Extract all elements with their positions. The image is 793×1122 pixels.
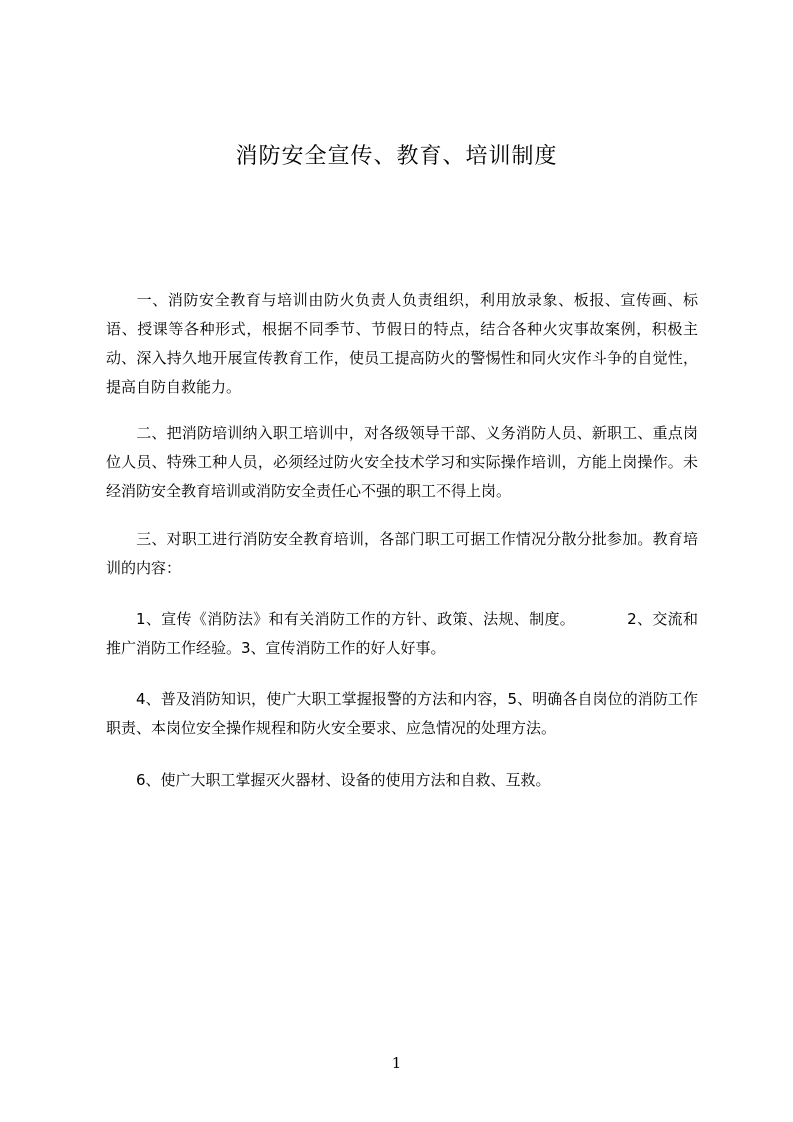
paragraph-2	[106, 419, 698, 506]
paragraph-2-text: 二、把消防培训纳入职工培训中，对各级领导干部、义务消防人员、新职工、重点岗位人员、特殊工种人员，必须经过防火安全技术学习和实际操作培训，方能上岗操作。未经消防安全教育培训或消防安全责任心不强的职工不得上岗。	[106, 424, 698, 500]
paragraph-3-text: 三、对职工进行消防安全教育培训，各部门职工可据工作情况分散分批参加。教育培训的内容：	[106, 530, 698, 577]
content-items-1-3	[106, 605, 698, 663]
paragraph-3	[106, 525, 698, 583]
paragraph-1	[106, 286, 698, 402]
content-item-6-text: 6、使广大职工掌握灭火器材、设备的使用方法和自救、互救。	[136, 771, 551, 789]
content-item-1: 1、宣传《消防法》和有关消防工作的方针、政策、法规、制度。	[136, 610, 576, 628]
content-items-4-5-text: 4、普及消防知识，使广大职工掌握报警的方法和内容，5、明确各自岗位的消防工作职责、本岗位安全操作规程和防火安全要求、应急情况的处理方法。	[106, 690, 698, 737]
paragraph-1-text: 一、消防安全教育与培训由防火负责人负责组织，利用放录象、板报、宣传画、标语、授课等各种形式，根据不同季节、节假日的特点，结合各种火灾事故案例，积极主动、深入持久地开展宣传教育工作，使员工提高防火的警惕性和同火灾作斗争的自觉性，提高自防自救能力。	[106, 291, 698, 396]
content-items-2-3: 2、交流和推广消防工作经验。3、宣传消防工作的好人好事。	[106, 610, 699, 657]
content-item-6	[106, 766, 698, 795]
content-items-4-5	[106, 685, 698, 743]
document-title: 消防安全宣传、教育、培训制度	[235, 144, 558, 169]
page-number: 1	[391, 1054, 402, 1072]
